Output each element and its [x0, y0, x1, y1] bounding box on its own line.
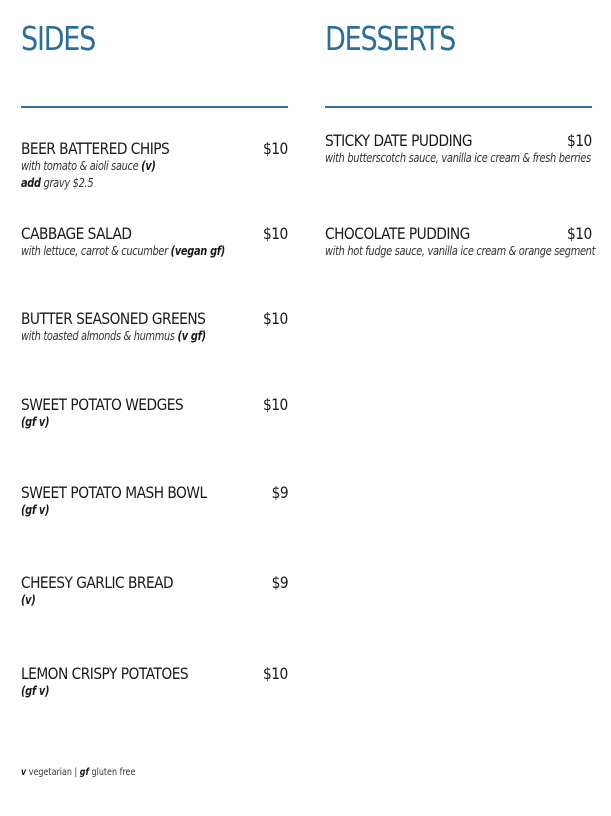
desserts-divider	[325, 106, 592, 108]
sides-divider	[21, 106, 288, 108]
item-price: $10	[263, 309, 288, 328]
addon-text: gravy $2.5	[43, 176, 94, 190]
item-price: $9	[271, 483, 288, 502]
dietary-tag: (gf v)	[21, 415, 50, 429]
addon-label: add	[21, 176, 41, 190]
item-price: $10	[263, 139, 288, 158]
item-description-text: with lettuce, carrot & cucumber	[21, 244, 168, 258]
legend-v-key: v	[21, 767, 27, 778]
dietary-tag: (gf v)	[21, 684, 50, 698]
dietary-tag: (v)	[141, 159, 156, 173]
legend-v-text: vegetarian	[28, 767, 72, 778]
item-price: $10	[567, 224, 592, 243]
item-description-text: with toasted almonds & hummus	[21, 329, 175, 343]
dietary-legend	[21, 767, 135, 778]
desserts-title: DESSERTS	[325, 19, 456, 58]
item-name: BEER BATTERED CHIPS	[21, 139, 170, 158]
item-description	[21, 329, 206, 343]
item-description-text: with butterscotch sauce, vanilla ice cream & fresh berries	[325, 151, 591, 165]
dietary-tag: (vegan gf)	[170, 244, 225, 258]
item-price: $10	[567, 131, 592, 150]
item-name: LEMON CRISPY POTATOES	[21, 664, 189, 683]
item-name: SWEET POTATO WEDGES	[21, 395, 184, 414]
item-description	[21, 684, 49, 698]
legend-separator: |	[74, 767, 78, 778]
item-name: BUTTER SEASONED GREENS	[21, 309, 206, 328]
sides-title: SIDES	[21, 19, 96, 58]
item-description	[21, 159, 156, 173]
item-name: SWEET POTATO MASH BOWL	[21, 483, 207, 502]
item-name: CABBAGE SALAD	[21, 224, 132, 243]
item-description	[325, 151, 591, 165]
item-name: CHEESY GARLIC BREAD	[21, 573, 174, 592]
item-description-text: with hot fudge sauce, vanilla ice cream & orange segment	[325, 244, 596, 258]
item-description	[21, 503, 49, 517]
item-price: $10	[263, 664, 288, 683]
item-name: CHOCOLATE PUDDING	[325, 224, 470, 243]
dietary-tag: (v gf)	[177, 329, 206, 343]
item-description	[21, 244, 225, 258]
legend-gf-text: gluten free	[91, 767, 136, 778]
item-price: $10	[263, 395, 288, 414]
item-price: $10	[263, 224, 288, 243]
item-name: STICKY DATE PUDDING	[325, 131, 473, 150]
item-description-text: with tomato & aioli sauce	[21, 159, 139, 173]
legend-gf-key: gf	[79, 767, 89, 778]
item-addon	[21, 176, 93, 190]
item-description	[21, 593, 35, 607]
item-description	[325, 244, 595, 258]
dietary-tag: (v)	[21, 593, 36, 607]
item-price: $9	[271, 573, 288, 592]
dietary-tag: (gf v)	[21, 503, 50, 517]
item-description	[21, 415, 49, 429]
